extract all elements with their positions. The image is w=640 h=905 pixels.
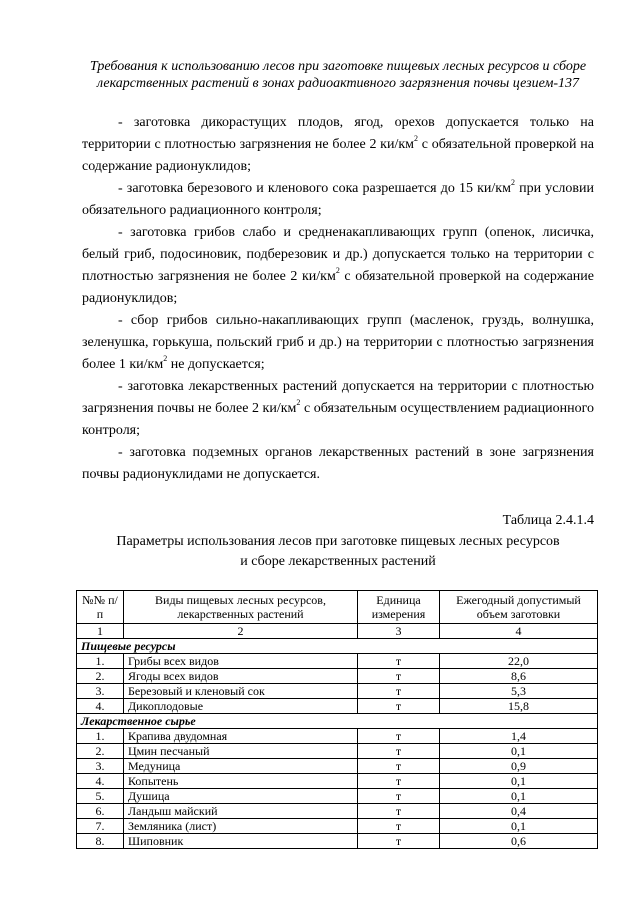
- header-unit: Единица измерения: [358, 591, 440, 624]
- table-row: 4. Дикоплодовые т 15,8: [77, 699, 598, 714]
- requirement-paragraph: - заготовка березового и кленового сока разрешается до 15 $ки/км^2$ при условии обязательного радиационного контроля;: [82, 178, 594, 218]
- table-label: Таблица 2.4.1.4: [502, 513, 594, 528]
- section-title-row: Лекарственное сырье: [77, 714, 598, 729]
- section-title-row: Пищевые ресурсы: [77, 639, 598, 654]
- table-row: 1. Грибы всех видов т 22,0: [77, 654, 598, 669]
- table-row: 3. Березовый и кленовый сок т 5,3: [77, 684, 598, 699]
- table-row: 2. Ягоды всех видов т 8,6: [77, 669, 598, 684]
- requirement-paragraph: - заготовка дикорастущих плодов, ягод, орехов допускается только на территории с плотностью загрязнения не более 2 $ки/км^2$ с обязательной проверкой на содержание радионуклидов;: [82, 115, 594, 174]
- table-row: 3. Медуница т 0,9: [77, 759, 598, 774]
- table-header-row: [77, 591, 598, 624]
- requirement-paragraph: - сбор грибов сильно-накапливающих групп (масленок, груздь, волнушка, зеленушка, горькуша, польский гриб и др.) на территории с плотностью загрязнения более 1 $ки/км^2$ не допускается;: [82, 313, 594, 372]
- table-row: 5. Душица т 0,1: [77, 789, 598, 804]
- header-volume: Ежегодный допустимый объем заготовки: [440, 591, 598, 624]
- resources-table: [76, 590, 598, 849]
- section-heading: Требования к использованию лесов при заготовке пищевых лесных ресурсов и сборе лекарственных растений в зонах радиоактивного загрязнения почвы цезием-137: [89, 59, 587, 91]
- requirement-paragraph: - заготовка грибов слабо и средненакапливающих групп (опенок, лисичка, белый гриб, подосиновик, подберезовик и др.) допускается только на территории с плотностью загрязнения не более 2 $ки/км^2$ с обязательной проверкой на содержание радионуклидов;: [82, 225, 594, 306]
- table-row: 4. Копытень т 0,1: [77, 774, 598, 789]
- section-food-resources: [77, 639, 598, 714]
- requirements-list: [82, 112, 594, 486]
- header-type: Виды пищевых лесных ресурсов, лекарственных растений: [124, 591, 358, 624]
- table-row: 8. Шиповник т 0,6: [77, 834, 598, 849]
- requirement-paragraph: - заготовка подземных органов лекарственных растений в зоне загрязнения почвы радионуклидами не допускается.: [82, 445, 594, 482]
- table-caption: Параметры использования лесов при заготовке пищевых лесных ресурсов и сборе лекарственных растений: [116, 534, 560, 569]
- table-row: 6. Ландыш майский т 0,4: [77, 804, 598, 819]
- table-row: 1. Крапива двудомная т 1,4: [77, 729, 598, 744]
- section-medicinal-raw: [77, 714, 598, 849]
- requirement-paragraph: - заготовка лекарственных растений допускается на территории с плотностью загрязнения почвы не более 2 $ки/км^2$ с обязательным осуществлением радиационного контроля;: [82, 379, 594, 438]
- document-page: [82, 58, 594, 849]
- column-number-row: 1 2 3 4: [77, 624, 598, 639]
- table-row: 7. Земляника (лист) т 0,1: [77, 819, 598, 834]
- header-number: №№ п/п: [77, 591, 124, 624]
- table-row: 2. Цмин песчаный т 0,1: [77, 744, 598, 759]
